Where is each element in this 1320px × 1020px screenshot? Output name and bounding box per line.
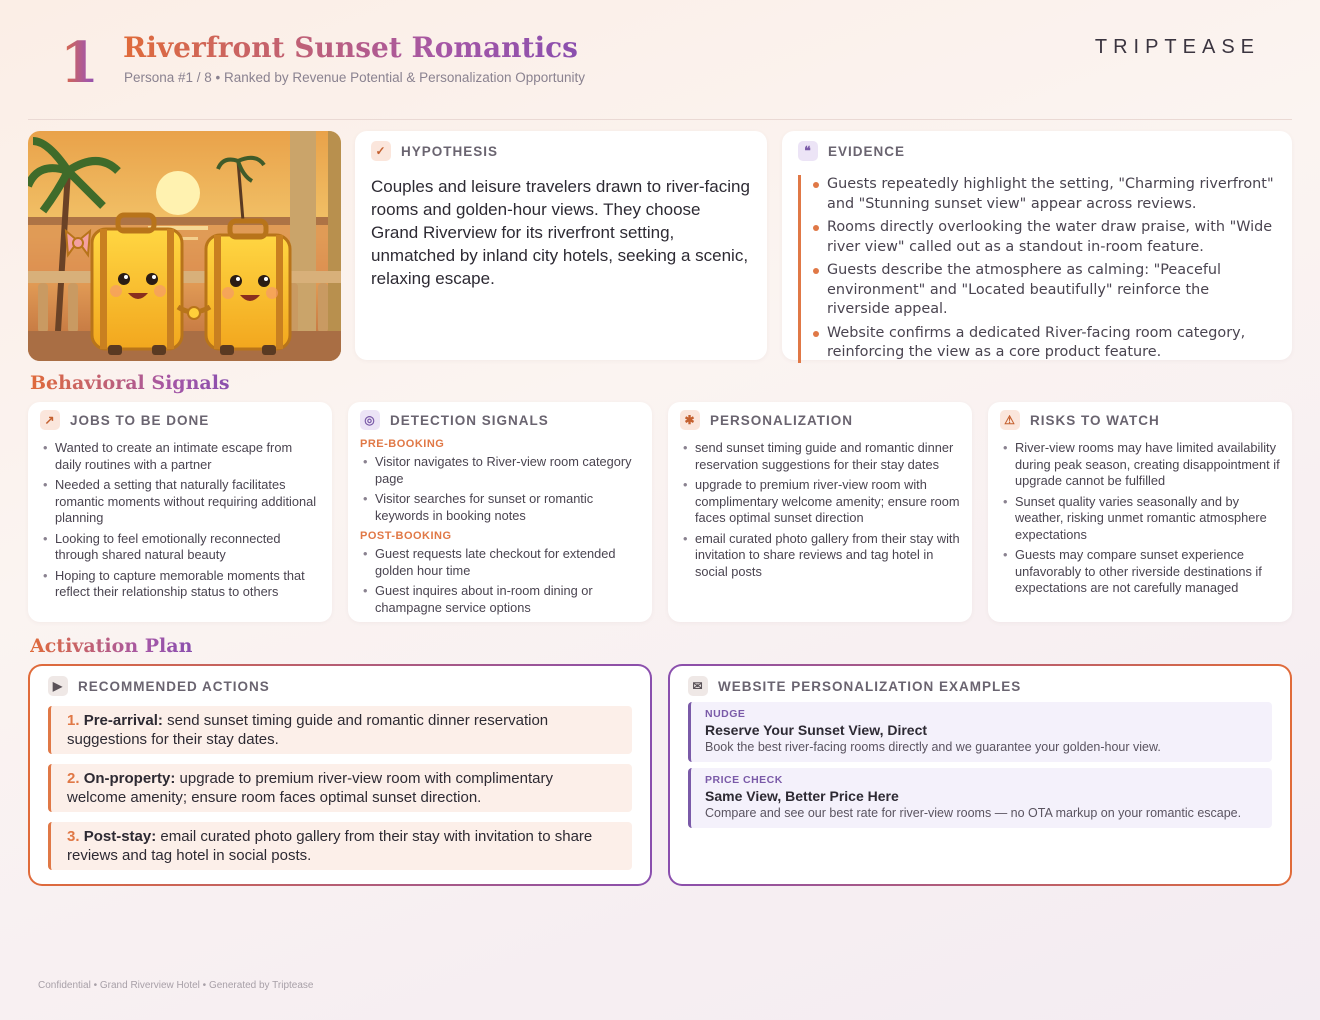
example-headline: Reserve Your Sunset View, Direct <box>705 722 928 738</box>
recommended-actions-box <box>28 664 652 886</box>
page-footer: Confidential • Grand Riverview Hotel • Generated by Triptease <box>38 980 314 991</box>
example-card-nudge <box>688 702 1272 762</box>
brand-logo: TRIPTEASE <box>1094 36 1260 58</box>
page-title: Riverfront Sunset Romantics <box>123 28 578 68</box>
page-header <box>28 22 1292 120</box>
page-subtitle: Persona #1 / 8 • Ranked by Revenue Potential & Personalization Opportunity <box>124 70 586 85</box>
action-number: 2. <box>67 770 80 787</box>
jobs-to-be-done-card <box>28 402 332 622</box>
risks-card <box>988 402 1292 622</box>
jobs-heading: JOBS TO BE DONE <box>70 412 210 428</box>
evidence-item: Guests describe the atmosphere as calming: "Peaceful environment" and "Located beautifully" reinforce the riverside appeal. <box>811 261 1276 320</box>
action-item <box>48 764 632 812</box>
post-booking-label: POST-BOOKING <box>360 530 452 542</box>
pre-booking-label: PRE-BOOKING <box>360 438 445 450</box>
target-icon: ◎ <box>360 410 380 430</box>
hero-illustration <box>28 131 341 361</box>
hypothesis-heading: HYPOTHESIS <box>401 143 499 159</box>
example-body: Book the best river-facing rooms directly and we guarantee your golden-hour view. <box>705 740 1161 754</box>
list-item: • Guest inquires about in-room dining or champagne service options <box>360 583 640 616</box>
play-icon: ▶ <box>48 676 68 696</box>
examples-heading: WEBSITE PERSONALIZATION EXAMPLES <box>718 678 1022 694</box>
actions-header <box>48 676 632 696</box>
example-tag: PRICE CHECK <box>705 774 783 786</box>
behavioral-signals-title: Behavioral Signals <box>30 372 230 394</box>
example-card-price-check <box>688 768 1272 828</box>
action-text: upgrade to premium river-view room with complimentary welcome amenity; ensure room faces optimal sunset direction. <box>67 770 553 806</box>
actions-heading: RECOMMENDED ACTIONS <box>78 678 270 694</box>
list-item: • River-view rooms may have limited availability during peak season, creating disappointment if upgrade cannot be fulfilled <box>1000 440 1280 490</box>
activation-plan-title: Activation Plan <box>30 635 193 657</box>
personalization-card <box>668 402 972 622</box>
examples-header <box>688 676 1272 696</box>
example-tag: NUDGE <box>705 708 746 720</box>
action-text: email curated photo gallery from their stay with invitation to share reviews and tag hotel in social posts. <box>67 828 593 864</box>
action-item <box>48 822 632 870</box>
hypothesis-text: Couples and leisure travelers drawn to river-facing rooms and golden-hour views. They choose Grand Riverview for its riverfront setting, unmatched by inland city hotels, seeking a scenic, relaxing escape. <box>371 177 750 288</box>
evidence-list <box>798 175 1276 363</box>
detection-signals-card <box>348 402 652 622</box>
post-booking-list <box>360 546 640 616</box>
list-item: • upgrade to premium river-view room with complimentary welcome amenity; ensure room faces optimal sunset direction <box>680 477 960 527</box>
action-label: Post-stay: <box>83 828 157 845</box>
evidence-card <box>782 131 1292 360</box>
list-item: • Visitor searches for sunset or romantic keywords in booking notes <box>360 491 640 524</box>
sparkle-icon: ✱ <box>680 410 700 430</box>
warning-icon: ⚠ <box>1000 410 1020 430</box>
list-item: • Looking to feel emotionally reconnected through shared natural beauty <box>40 531 320 564</box>
sunset-suitcases-illustration <box>28 131 341 361</box>
list-item: • Hoping to capture memorable moments that reflect their relationship status to others <box>40 568 320 601</box>
risks-list <box>1000 440 1280 597</box>
arrow-up-right-icon: ↗ <box>40 410 60 430</box>
website-examples-box <box>668 664 1292 886</box>
evidence-header <box>798 141 1276 161</box>
personalization-list <box>680 440 960 580</box>
action-label: Pre-arrival: <box>83 712 163 729</box>
detection-heading: DETECTION SIGNALS <box>390 412 549 428</box>
list-item: • email curated photo gallery from their stay with invitation to share reviews and tag hotel in social posts <box>680 531 960 581</box>
evidence-item: Rooms directly overlooking the water draw praise, with "Wide river view" called out as a standout in-room feature. <box>811 218 1276 257</box>
action-number: 1. <box>67 712 80 729</box>
evidence-item: Guests repeatedly highlight the setting, "Charming riverfront" and "Stunning sunset view" appear across reviews. <box>811 175 1276 214</box>
list-item: • Wanted to create an intimate escape from daily routines with a partner <box>40 440 320 473</box>
mail-icon: ✉ <box>688 676 708 696</box>
action-number: 3. <box>67 828 80 845</box>
list-item: • send sunset timing guide and romantic dinner reservation suggestions for their stay dates <box>680 440 960 473</box>
persona-number: 1 <box>60 30 99 96</box>
risks-header <box>1000 410 1280 430</box>
action-text: send sunset timing guide and romantic dinner reservation suggestions for their stay dates. <box>67 712 549 748</box>
hypothesis-card <box>355 131 767 360</box>
jobs-header <box>40 410 320 430</box>
personalization-header <box>680 410 960 430</box>
jobs-list <box>40 440 320 601</box>
example-headline: Same View, Better Price Here <box>705 788 899 804</box>
quote-icon: ❝ <box>798 141 818 161</box>
list-item: • Guests may compare sunset experience unfavorably to other riverside destinations if expectations are not carefully managed <box>1000 547 1280 597</box>
list-item: • Needed a setting that naturally facilitates romantic moments without requiring additional planning <box>40 477 320 527</box>
list-item: • Sunset quality varies seasonally and by weather, risking unmet romantic atmosphere expectations <box>1000 494 1280 544</box>
pre-booking-list <box>360 454 640 524</box>
check-icon: ✓ <box>371 141 391 161</box>
personalization-heading: PERSONALIZATION <box>710 412 853 428</box>
example-body: Compare and see our best rate for river-view rooms — no OTA markup on your romantic escape. <box>705 806 1242 820</box>
evidence-item: Website confirms a dedicated River-facing room category, reinforcing the view as a core product feature. <box>811 324 1276 363</box>
list-item: • Guest requests late checkout for extended golden hour time <box>360 546 640 579</box>
detection-header <box>360 410 640 430</box>
evidence-heading: EVIDENCE <box>828 143 906 159</box>
action-item <box>48 706 632 754</box>
risks-heading: RISKS TO WATCH <box>1030 412 1160 428</box>
hypothesis-header <box>371 141 751 161</box>
action-label: On-property: <box>83 770 176 787</box>
list-item: • Visitor navigates to River-view room category page <box>360 454 640 487</box>
